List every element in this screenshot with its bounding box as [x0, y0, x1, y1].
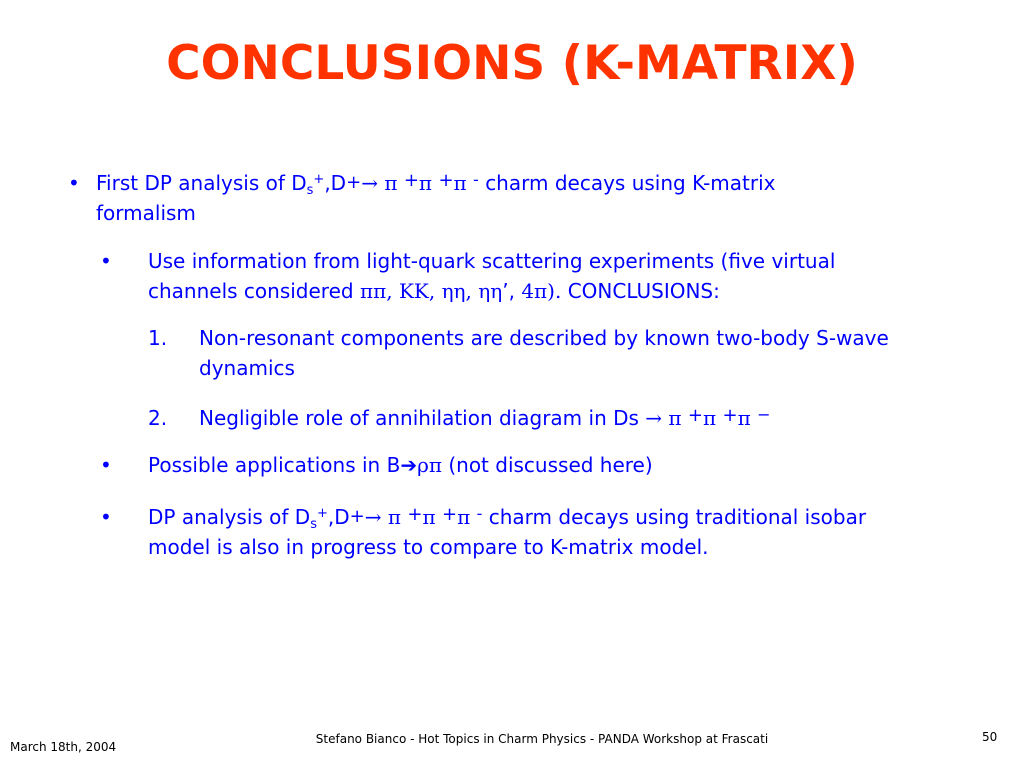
arrow-symbol: →	[645, 406, 663, 430]
bullet-marker: •	[100, 249, 112, 273]
bullet-item-light-quark	[0, 246, 1024, 308]
bullet-item-applications	[0, 450, 1024, 482]
bullet-text-line: Use information from light-quark scattering experiments (five virtual	[148, 249, 836, 273]
numbered-item-non-resonant	[0, 323, 1024, 385]
bullet-text-line: model is also in progress to compare to K-matrix model.	[148, 535, 709, 559]
bullet-marker: •	[100, 453, 112, 477]
numbered-item-annihilation	[0, 403, 1024, 435]
numbered-text-line: Non-resonant components are described by known two-body S-wave	[199, 326, 889, 350]
numbered-marker: 1.	[148, 326, 168, 350]
slide-title: CONCLUSIONS (K-MATRIX)	[166, 36, 858, 91]
bullet-text-line: channels considered ππ, KK, ηη, ηη’, 4π). CONCLUSIONS:	[148, 279, 720, 303]
footer-date: March 18th, 2004	[10, 740, 117, 754]
bullet-text-line: First DP analysis of $D_s^+,D^+\to \pi$ +π +π - charm decays using K-matrix	[96, 170, 776, 198]
bullet-marker: •	[100, 505, 112, 529]
footer-page-number: 50	[982, 730, 998, 744]
bullet-marker: •	[68, 171, 80, 195]
numbered-text-line: Negligible role of annihilation diagram in Ds → π +π +π −	[199, 405, 771, 430]
bullet-text-line: Possible applications in B➔ρπ (not discussed here)	[148, 453, 653, 477]
arrow-symbol: →	[364, 505, 382, 529]
numbered-text-line: dynamics	[199, 356, 295, 380]
bullet-item-isobar	[0, 502, 1024, 564]
footer-center-text: Stefano Bianco - Hot Topics in Charm Physics - PANDA Workshop at Frascati	[315, 732, 769, 746]
arrow-symbol: ➔	[400, 453, 418, 477]
arrow-symbol: →	[361, 171, 378, 195]
bullet-text-line: DP analysis of $D_s^+,D^+\to \pi$ +π +π - charm decays using traditional isobar	[148, 504, 867, 532]
bullet-text-line: formalism	[96, 201, 196, 225]
bullet-item-dp-analysis	[0, 168, 1024, 230]
numbered-marker: 2.	[148, 406, 168, 430]
